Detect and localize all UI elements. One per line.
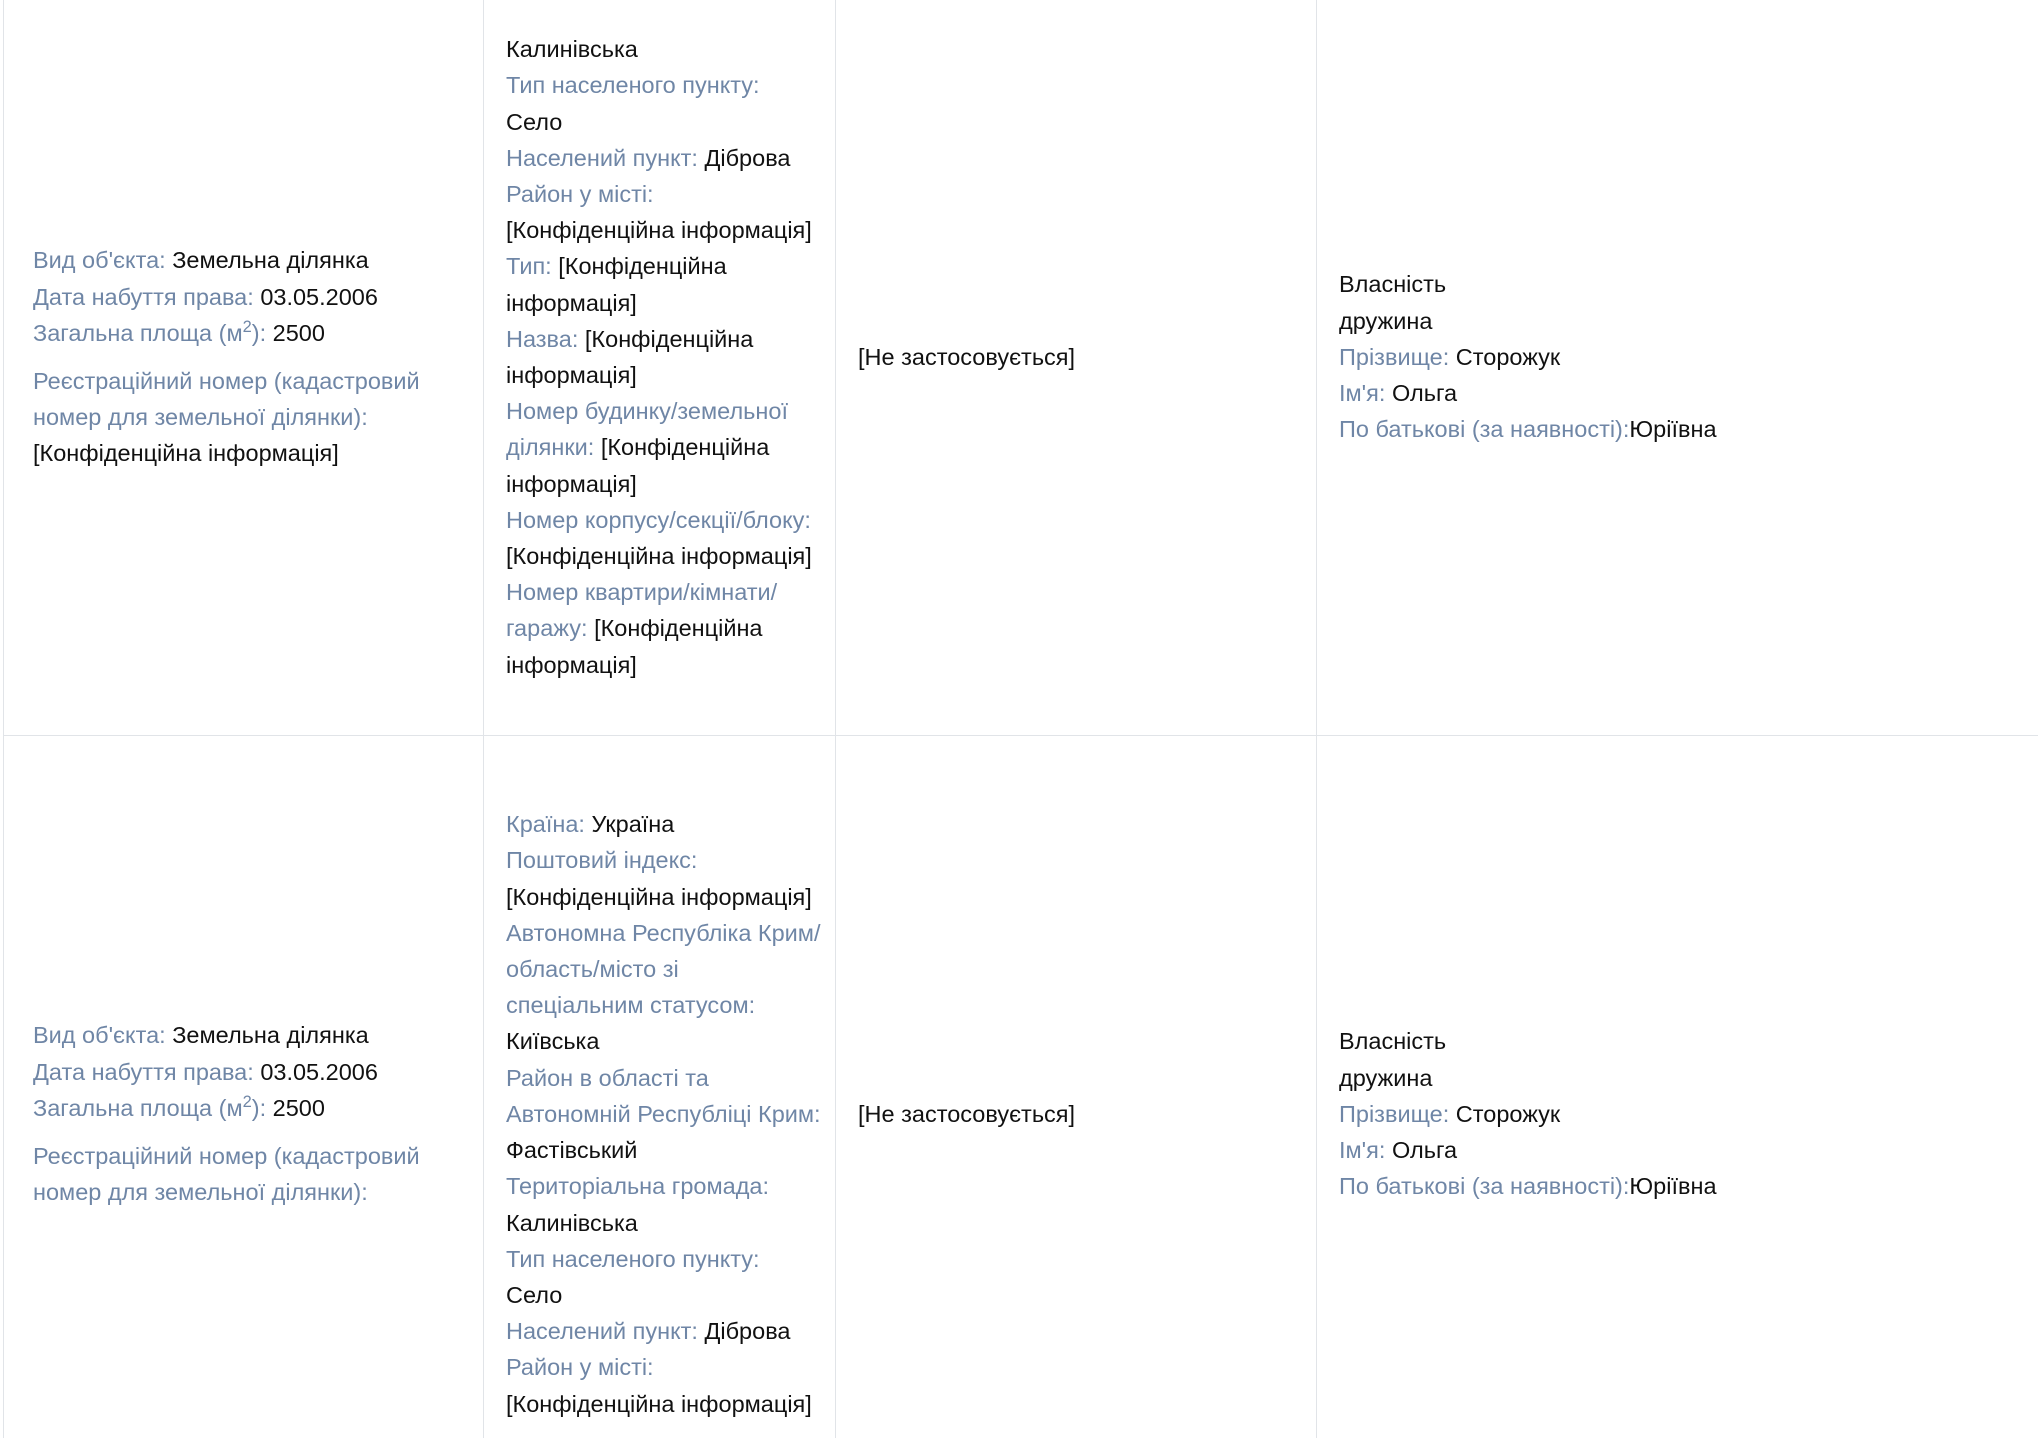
city-district-line bbox=[506, 1349, 821, 1421]
country-label: Країна: bbox=[506, 811, 585, 838]
apartment-label: Номер квартири/кімнати/гаражу: bbox=[506, 579, 778, 642]
surname-label: Прізвище: bbox=[1339, 1100, 1450, 1127]
apartment-line bbox=[506, 574, 821, 683]
value-cell bbox=[836, 0, 1317, 736]
object-cell bbox=[4, 0, 484, 736]
district-value: Фастівський bbox=[506, 1137, 638, 1164]
street-name-label: Назва: bbox=[506, 325, 579, 352]
settlement-label: Населений пункт: bbox=[506, 1318, 698, 1345]
community-value: Калинівська bbox=[506, 1209, 638, 1236]
postal-value: [Конфіденційна інформація] bbox=[506, 883, 812, 910]
city-district-value: [Конфіденційна інформація] bbox=[506, 217, 812, 244]
cadastral-line bbox=[33, 363, 463, 472]
city-district-label: Район у місті: bbox=[506, 180, 654, 207]
right-type: Власність bbox=[1339, 271, 1447, 298]
area-value: 2500 bbox=[272, 319, 325, 346]
area-label: Загальна площа $(м^2)$: bbox=[33, 317, 267, 346]
city-district-label: Район у місті: bbox=[506, 1354, 654, 1381]
table-row bbox=[4, 0, 2038, 736]
cadastral-line bbox=[33, 1138, 463, 1210]
object-type-value: Земельна ділянка bbox=[172, 247, 369, 274]
name-value: Ольга bbox=[1391, 380, 1458, 407]
relation: дружина bbox=[1339, 1064, 1433, 1091]
district-line bbox=[506, 1060, 821, 1169]
city-district-line bbox=[506, 176, 821, 248]
surname-value: Сторожук bbox=[1455, 1100, 1561, 1127]
region-label: Автономна Республіка Крим/область/місто зі спеціальним статусом: bbox=[506, 919, 821, 1019]
right-type: Власність bbox=[1339, 1028, 1447, 1055]
object-type-value: Земельна ділянка bbox=[172, 1022, 369, 1049]
patronymic-label: По батькові (за наявності): bbox=[1339, 416, 1630, 443]
cadastral-label: Реєстраційний номер (кадастровий номер для земельної ділянки): bbox=[33, 1143, 420, 1206]
value-cell bbox=[836, 736, 1317, 1438]
patronymic-label: По батькові (за наявності): bbox=[1339, 1173, 1630, 1200]
settlement-label: Населений пункт: bbox=[506, 144, 698, 171]
patronymic-line bbox=[1339, 1168, 2038, 1204]
name-line bbox=[1339, 1132, 2038, 1168]
settlement-type-label: Тип населеного пункту: bbox=[506, 72, 760, 99]
country-value: Україна bbox=[591, 811, 675, 838]
surname-line bbox=[1339, 339, 2038, 375]
name-label: Ім'я: bbox=[1339, 380, 1386, 407]
postal-line bbox=[506, 842, 821, 914]
surname-value: Сторожук bbox=[1455, 343, 1561, 370]
cadastral-value: [Конфіденційна інформація] bbox=[33, 440, 339, 467]
property-table bbox=[3, 0, 2038, 1438]
object-type-line bbox=[33, 1017, 463, 1053]
street-type-value: [Конфіденційна інформація] bbox=[506, 253, 727, 316]
acquisition-date-value: 03.05.2006 bbox=[260, 283, 378, 310]
name-line bbox=[1339, 375, 2038, 411]
object-type-line bbox=[33, 242, 463, 278]
country-line bbox=[506, 806, 821, 842]
postal-label: Поштовий індекс: bbox=[506, 847, 698, 874]
area-label: Загальна площа $(м^2)$: bbox=[33, 1092, 267, 1121]
settlement-type-label: Тип населеного пункту: bbox=[506, 1245, 760, 1272]
address-cell bbox=[484, 0, 836, 736]
region-value: Київська bbox=[506, 1028, 600, 1055]
settlement-type-line bbox=[506, 67, 821, 139]
community-label: Територіальна громада: bbox=[506, 1173, 770, 1200]
table-row bbox=[4, 736, 2038, 1438]
patronymic-line bbox=[1339, 411, 2038, 447]
patronymic-value: Юріївна bbox=[1629, 1173, 1717, 1200]
building-value: [Конфіденційна інформація] bbox=[506, 543, 812, 570]
acquisition-date-line bbox=[33, 1054, 463, 1090]
surname-line bbox=[1339, 1096, 2038, 1132]
region-line bbox=[506, 915, 821, 1060]
community-line bbox=[506, 31, 821, 67]
community-value: Калинівська bbox=[506, 36, 638, 63]
street-name-line bbox=[506, 321, 821, 393]
surname-label: Прізвище: bbox=[1339, 343, 1450, 370]
house-label: Номер будинку/земельної ділянки: bbox=[506, 398, 788, 461]
settlement-type-value: Село bbox=[506, 1281, 563, 1308]
area-value: 2500 bbox=[272, 1094, 325, 1121]
district-label: Район в області та Автономній Республіці Крим: bbox=[506, 1064, 821, 1127]
ownership-cell bbox=[1317, 0, 2038, 736]
acquisition-date-label: Дата набуття права: bbox=[33, 1058, 254, 1085]
community-line bbox=[506, 1168, 821, 1240]
object-type-label: Вид об'єкта: bbox=[33, 1022, 166, 1049]
apartment-value: [Конфіденційна інформація] bbox=[506, 615, 763, 678]
area-line bbox=[33, 315, 463, 351]
name-label: Ім'я: bbox=[1339, 1137, 1386, 1164]
name-value: Ольга bbox=[1391, 1137, 1458, 1164]
street-name-value: [Конфіденційна інформація] bbox=[506, 325, 754, 388]
city-district-value: [Конфіденційна інформація] bbox=[506, 1390, 812, 1417]
building-label: Номер корпусу/секції/блоку: bbox=[506, 506, 811, 533]
area-line bbox=[33, 1090, 463, 1126]
relation: дружина bbox=[1339, 307, 1433, 334]
ownership-cell bbox=[1317, 736, 2038, 1438]
street-type-line bbox=[506, 248, 821, 320]
cadastral-label: Реєстраційний номер (кадастровий номер для земельної ділянки): bbox=[33, 368, 420, 431]
acquisition-date-value: 03.05.2006 bbox=[260, 1058, 378, 1085]
object-cell bbox=[4, 736, 484, 1438]
house-value: [Конфіденційна інформація] bbox=[506, 434, 770, 497]
object-type-label: Вид об'єкта: bbox=[33, 247, 166, 274]
acquisition-date-label: Дата набуття права: bbox=[33, 283, 254, 310]
not-applicable-value: [Не застосовується] bbox=[858, 1100, 1076, 1127]
street-type-label: Тип: bbox=[506, 253, 552, 280]
address-cell bbox=[484, 736, 836, 1438]
settlement-line bbox=[506, 1313, 821, 1349]
settlement-type-value: Село bbox=[506, 108, 563, 135]
house-line bbox=[506, 393, 821, 502]
not-applicable-value: [Не застосовується] bbox=[858, 343, 1076, 370]
settlement-line bbox=[506, 140, 821, 176]
building-line bbox=[506, 502, 821, 574]
patronymic-value: Юріївна bbox=[1629, 416, 1717, 443]
settlement-type-line bbox=[506, 1241, 821, 1313]
acquisition-date-line bbox=[33, 279, 463, 315]
settlement-value: Діброва bbox=[704, 144, 791, 171]
settlement-value: Діброва bbox=[704, 1318, 791, 1345]
